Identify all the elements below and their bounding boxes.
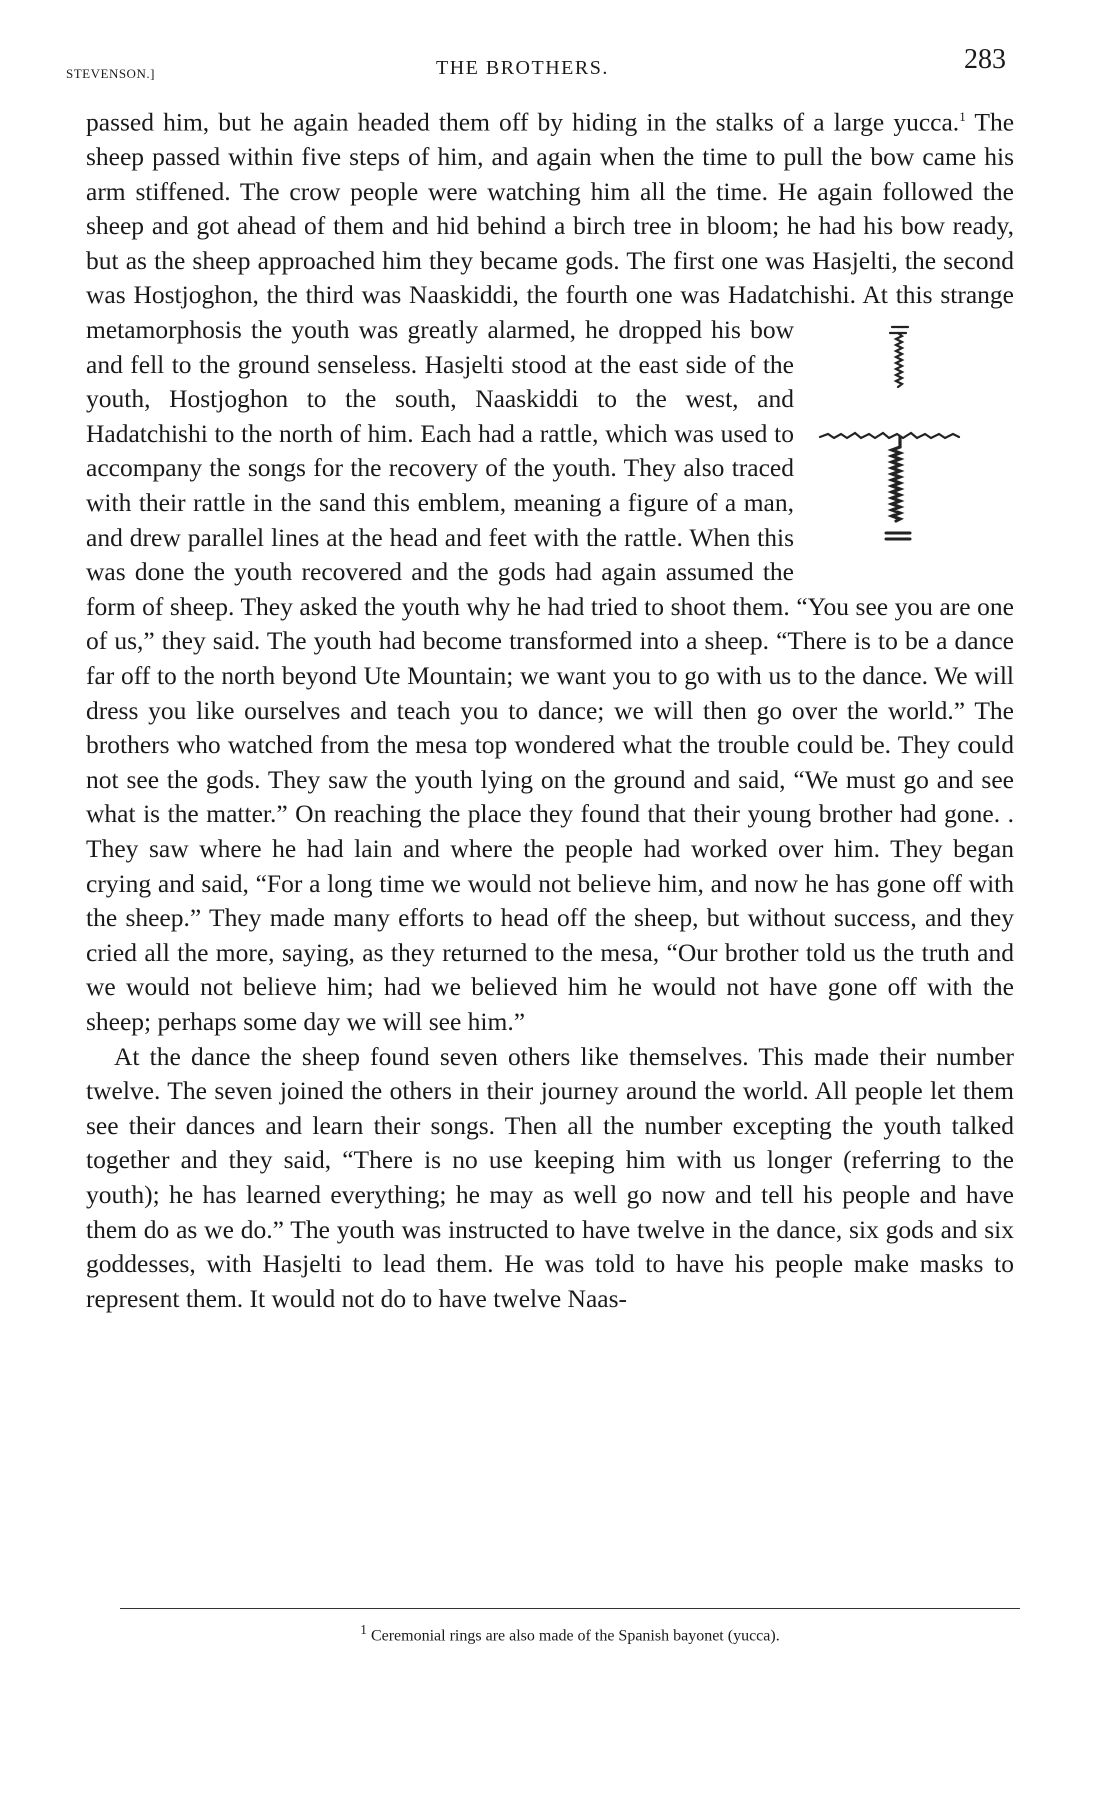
paragraph-1 (86, 100, 1014, 1040)
feet-line-mark (886, 533, 910, 539)
footnote-text: Ceremonial rings are also made of the Spanish bayonet (yucca). (370, 1627, 780, 1645)
paragraph-1-around-figure: the youth was greatly alarmed, he dropped his bow and fell to the ground senseless. Hasjelti stood at the east side of the youth, Hostjoghon to the south, Naaskiddi to the west, and Hadatchishi to the north of him. Each had a rattle, which was used to accompany the songs for the recovery of the youth. They also traced with their rattle in the sand this emblem, meaning a figure of a man, and drew parallel lines at the head and feet with the rattle. When this was done the youth recovered and the gods had again assumed the form of sheep. They asked the youth why he had tried to shoot them. “You see you are one of us,” they said. The youth had become transformed into a sheep. “There is to be a dance far off to the north beyond Ute Mountain; we want you to go with us to the dance. We will dress you like ourselves and teach you to dance; we will then go over the world.” The brothers who watched from the mesa top wondered what the trouble could be. They could not see the gods. They saw the youth lying on the ground and said, “We must go and see what is the matter.” On reaching the place they found that their young brother had gone. . They saw where he had lain and where the people had worked over him. They began crying and said, “For a long time we would not believe him, and now he has gone off with the sheep.” They made many efforts to head off the sheep, but without success, and they cried all the more, saying, as they returned to the mesa, “Our brother told us the truth and we would not believe him; had we believed him he would not have gone off with the sheep; perhaps some day we will see him.” (86, 315, 1014, 1036)
lower-zigzag-mark (892, 437, 900, 521)
paragraph-1-continued: The sheep passed within five steps of him, and again when the time to pull the bow came his arm stiffened. The crow people were watching him all the time. He again followed the sheep and got ahead of them and hid behind a birch tree in bloom; he had his bow ready, but as the sheep approached him they became gods. The first one was Hasjelti, the second was Hostjoghon, the third was Naaskiddi, the fourth one was Hadatchishi. At this strange metamorphosis (86, 107, 1015, 345)
paragraph-1-start: passed him, but he again headed them off by hiding in the stalks of a large yucca. (86, 107, 960, 137)
footnote-reference: 1 (959, 109, 966, 124)
head-line-mark (890, 327, 908, 333)
footnote-rule (120, 1608, 1020, 1609)
paragraph-2: At the dance the sheep found seven others like themselves. This made their number twelve. The seven joined the others in their journey around the world. All people let them see their dances and learn their songs. Then all the number excepting the youth talked together and they said, “There is no use keeping him with us longer (referring to the youth); he has learned everything; he may as well go now and tell his people and have them do as we do.” The youth was instructed to have twelve in the dance, six gods and six goddesses, with Hasjelti to lead them. He was told to have his people make masks to represent them. It would not do to have twelve Naas- (86, 1041, 1014, 1313)
footnote (120, 1622, 1020, 1645)
arms-zigzag-mark (820, 433, 959, 438)
sand-emblem-figure-of-man-icon (814, 319, 1014, 559)
running-title: THE BROTHERS. (436, 57, 609, 79)
footnote-marker: 1 (360, 1622, 367, 1637)
page-number: 283 (964, 44, 1006, 75)
running-header (66, 44, 1006, 84)
upper-zigzag-mark (896, 333, 902, 387)
running-author: STEVENSON.] (66, 66, 155, 81)
sand-emblem-figure (814, 319, 1014, 559)
body-text (86, 100, 1014, 1316)
